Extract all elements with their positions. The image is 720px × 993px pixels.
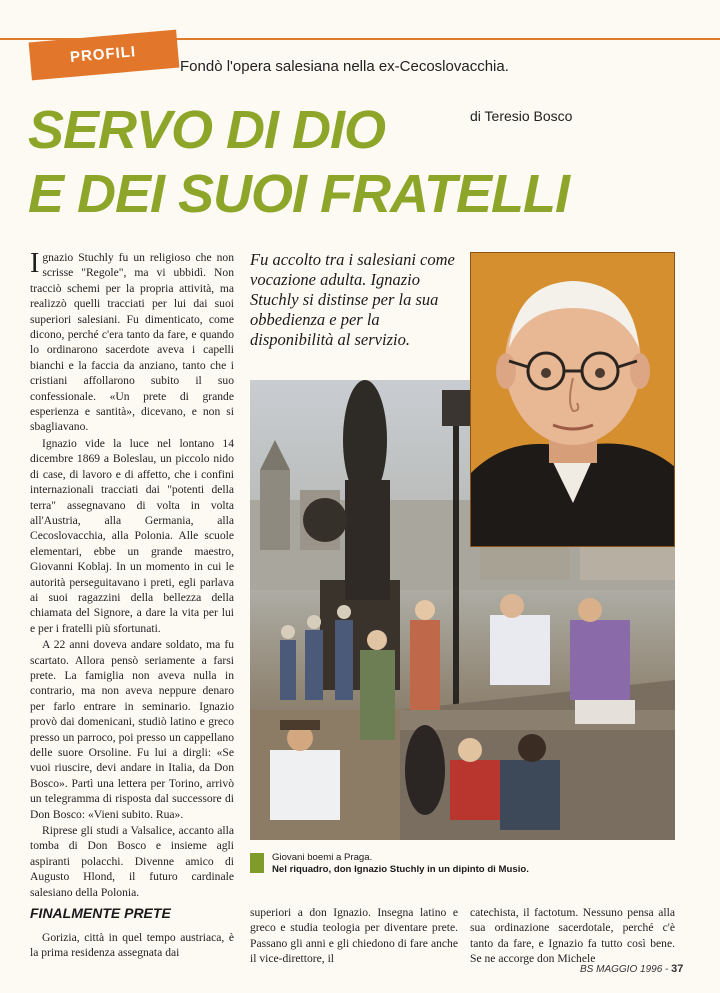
paragraph-3: A 22 anni doveva andare soldato, ma fu scartato. Allora pensò seriamente a farsi prete. La famiglia non aveva nulla in contrario, ma non aveva neppure denaro per farlo entrare in seminario. Ignazio provò dai domenicani, studiò latino e greco presso un parroco, poi presso un cappellano delle suore Orsoline. Fu lui a dirgli: «Se vuoi riuscire, devi andare in Italia, da Don Bosco». Partì una lettera per Torino, arrivò un telegramma di risposta dal successore di Don Bosco: «Vieni subito. Rua». xyxy=(30,638,234,821)
page-number: 37 xyxy=(671,963,684,975)
folio-issue: BS MAGGIO 1996 - xyxy=(580,964,669,975)
headline-line-2: E DEI SUOI FRATELLI xyxy=(28,164,570,224)
drop-cap: I xyxy=(30,248,40,279)
kicker: Fondò l'opera salesiana nella ex-Cecoslovacchia. xyxy=(180,58,509,75)
bottom-column-3: catechista, il factotum. Nessuno pensa alla sua ordinazione sacerdotale, perché c'è tanto da fare, e Ignazio fa tutto così bene. Se ne accorge don Michele xyxy=(470,906,675,966)
section-heading: FINALMENTE PRETE xyxy=(30,905,171,921)
section-tab: PROFILI xyxy=(29,30,180,81)
portrait-illustration xyxy=(471,253,675,547)
caption-marker xyxy=(250,853,264,873)
photo-caption xyxy=(272,852,529,876)
paragraph-1: Ignazio Stuchly fu un religioso che non scrisse "Regole", ma vi ubbidì. Non tracciò schemi per la propria attività, ma realizzò quelli tracciati per lui dai suoi superiori salesiani. Fu dimenticato, come dicono, perché c'era tanto da fare, e quando lo ordinarono sacerdote aveva i capelli bianchi e la faccia da anziano, tanto che i cristiani affollarono subito il suo confessionale. «Un prete di grande esperienza e santità», dicevano, e non si sbagliavano. xyxy=(30,248,234,434)
bottom-column-1: Gorizia, città in quel tempo austriaca, è la prima residenza assegnata dai xyxy=(30,931,234,960)
caption-line-1: Giovani boemi a Praga. xyxy=(272,852,373,863)
portrait-painting xyxy=(470,252,675,547)
page-folio xyxy=(580,963,683,975)
byline: di Teresio Bosco xyxy=(470,108,573,124)
bottom-column-2: superiori a don Ignazio. Insegna latino e greco e studia teologia per diventare prete. Passano gli anni e gli chiedono di fare anche il vice-direttore, il xyxy=(250,906,458,966)
headline-line-1: SERVO DI DIO xyxy=(28,100,386,160)
pull-quote: Fu accolto tra i salesiani come vocazione adulta. Ignazio Stuchly si distinse per la sua obbedienza e per la disponibilità al servizio. xyxy=(250,250,455,349)
caption-line-2: Nel riquadro, don Ignazio Stuchly in un dipinto di Musio. xyxy=(272,864,529,875)
article-column-1 xyxy=(30,250,234,901)
paragraph-4: Riprese gli studi a Valsalice, accanto alla tomba di Don Bosco e insieme agli aspiranti polacchi. Divenne amico di Augusto Hlond, il futuro cardinale salesiano della Polonia. xyxy=(30,824,234,899)
paragraph-2: Ignazio vide la luce nel lontano 14 dicembre 1869 a Boleslau, un piccolo nido di case, di lavoro e di affetto, che i confini internazionali tracciati dai "potenti della terra" assegnavano di volta in volta all'Austria, alla Germania, alla Cecoslovacchia, alla Polonia. Alle scuole elementari, ebbe un grande maestro, Giovanni Koblaj. In un momento in cui le autorità perseguitavano i preti, egli parlava ai suoi ragazzini della bellezza della chiamata del Signore, a dare la vita per lui e per i fratelli più sfortunati. xyxy=(30,436,234,635)
